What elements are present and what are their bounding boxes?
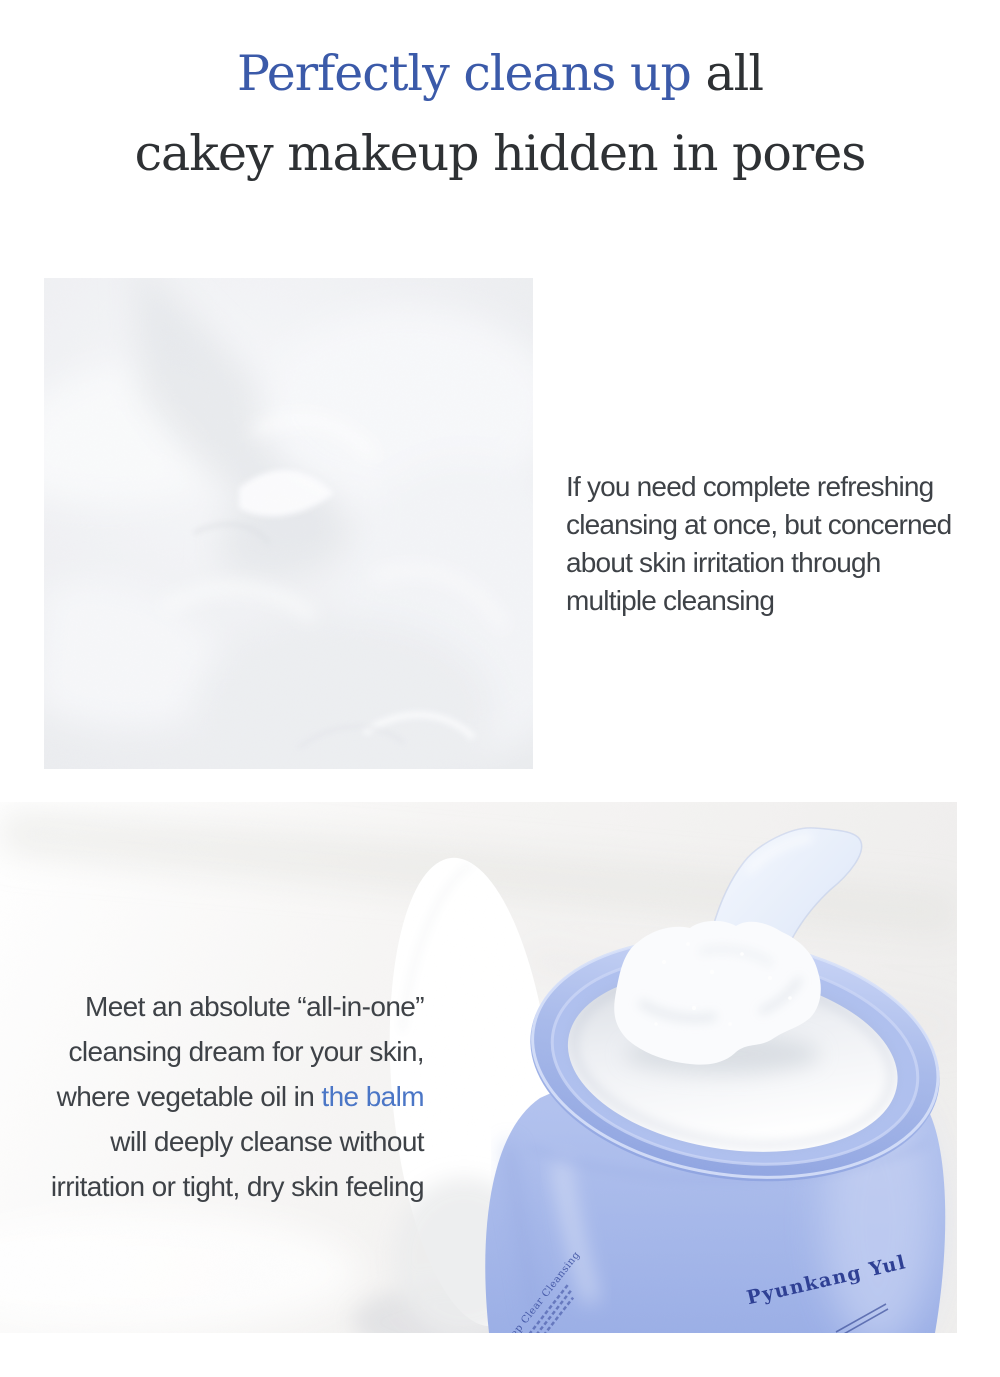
- heading-line-1: [0, 34, 1000, 114]
- benefit-line-4: will deeply cleanse without: [110, 1126, 424, 1157]
- benefit-line-1: Meet an absolute “all-in-one”: [84, 991, 424, 1022]
- benefit-text: [0, 984, 424, 1209]
- balm-texture-art: [44, 278, 533, 769]
- benefit-line-2: cleansing dream for your skin,: [68, 1036, 424, 1067]
- benefit-line3-pre: where vegetable oil in: [56, 1081, 322, 1112]
- intro-line-1: If you need complete refreshing: [566, 471, 934, 502]
- benefit-line3-highlight: the balm: [321, 1081, 424, 1112]
- intro-line-2: cleansing at once, but concerned: [566, 509, 952, 540]
- heading-line-2: cakey makeup hidden in pores: [134, 125, 866, 182]
- intro-line-3: about skin irritation through: [566, 547, 881, 578]
- intro-text: [566, 468, 986, 620]
- intro-line-4: multiple cleansing: [566, 585, 775, 616]
- balm-texture-image: [44, 278, 533, 769]
- benefit-line-3: [0, 1074, 424, 1119]
- benefit-line-5: irritation or tight, dry skin feeling: [50, 1171, 424, 1202]
- heading-highlight: Perfectly cleans up: [236, 45, 691, 102]
- heading-line1-rest: all: [690, 45, 764, 102]
- page-title: [0, 34, 1000, 194]
